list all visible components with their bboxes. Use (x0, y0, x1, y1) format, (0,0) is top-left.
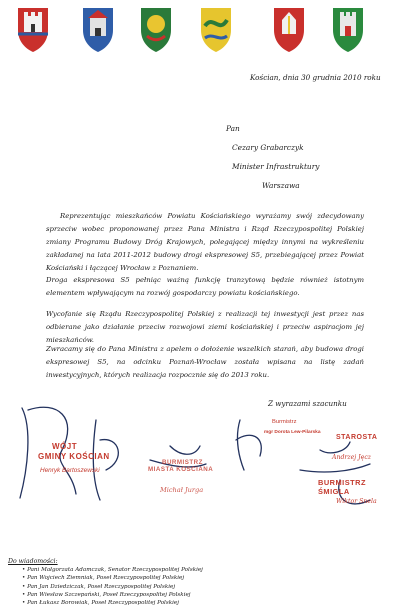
paragraph-4: Zwracamy się do Pana Ministra z apelem o dołożenie wszelkich starań, aby budowa drogi ekspresowej S5, na odcinku Poznań-Wrocław została wpisana na listę zadań inwestycyjnych, których realizacja rozpocznie się do 2013 roku. (46, 345, 364, 379)
stamp-burmistrz-3-name: mgr Dorota Lew-Pilarska (264, 430, 321, 435)
cc-recipient: • Pan Wiesław Szczepański, Poseł Rzeczypospolitej Polskiej (22, 591, 203, 599)
coat-of-arms-6 (331, 6, 365, 54)
stamp-wojt-title: WÓJT (52, 442, 78, 451)
cc-recipient: • Pani Małgorzata Adamczak, Senator Rzeczypospolitej Polskiej (22, 566, 203, 574)
recipient-name: Cezary Grabarczyk (232, 143, 304, 152)
stamp-wojt-name: Henryk Bartoszewski (40, 467, 100, 474)
closing-line: Z wyrazami szacunku (268, 399, 347, 408)
paragraph-1: Reprezentując mieszkańców Powiatu Kościańskiego wyrażamy swój zdecydowany sprzeciw wobec proponowanej przez Pana Ministra i Rząd Rzeczypospolitej Polskiej zmiany Programu Budowy Dróg Krajowych, polegającej między innymi na wykreśleniu zakładanej na lata 2011-2012 budowy drogi ekspresowej S5, przebiegającej przez Powiat Kościański i łączącej Wrocław z Poznaniem. (46, 212, 364, 272)
stamp-burmistrz-koscian-title: BURMISTRZ (162, 459, 203, 466)
stamp-smigiel-name: Wiktor Snela (336, 498, 377, 505)
coat-of-arms-5 (272, 6, 306, 54)
recipient-city: Warszawa (262, 181, 300, 190)
coat-of-arms-3 (139, 6, 173, 54)
paragraph-3: Wycofanie się Rządu Rzeczypospolitej Polskiej z realizacji tej inwestycji jest przez nas odbierane jako działanie przeciw rozwojowi ziemi kościańskiej i przeciw aspiracjom jej mieszkańców. (46, 310, 364, 344)
recipient-title: Minister Infrastruktury (232, 162, 320, 171)
cc-recipient: • Pan Jan Dziedziczak, Poseł Rzeczypospolitej Polskiej (22, 583, 203, 591)
cc-heading: Do wiadomości: (8, 558, 58, 565)
coats-of-arms-row (0, 0, 400, 62)
coat-of-arms-2 (81, 6, 115, 54)
coat-of-arms-4 (199, 6, 233, 54)
recipient-salutation: Pan (226, 124, 240, 133)
cc-list (22, 566, 203, 607)
stamp-wojt-office: GMINY KOŚCIAN (38, 452, 110, 461)
cc-recipient: • Pan Łukasz Borowiak, Poseł Rzeczypospolitej Polskiej (22, 599, 203, 607)
handwritten-signatures (0, 400, 400, 550)
cc-recipient: • Pan Wojciech Ziemniak, Poseł Rzeczypospolitej Polskiej (22, 574, 203, 582)
stamp-starosta-title: STAROSTA (336, 434, 378, 441)
stamp-burmistrz-3-title: Burmistrz (272, 419, 297, 425)
stamp-burmistrz-koscian-name: Michał Jurga (160, 486, 204, 494)
stamp-starosta-name: Andrzej Jęcz (332, 454, 372, 461)
stamp-burmistrz-koscian-office: MIASTA KOŚCIANA (148, 466, 214, 473)
date-line: Kościan, dnia 30 grudnia 2010 roku (250, 73, 381, 82)
stamp-smigiel-title: BURMISTRZ ŚMIGLA (318, 478, 367, 496)
paragraph-2: Droga ekspresowa S5 pełniąc ważną funkcję tranzytową będzie również istotnym elementem wpływającym na rozwój gospodarczy powiatu kościańskiego. (46, 276, 364, 297)
coat-of-arms-1 (16, 6, 50, 54)
